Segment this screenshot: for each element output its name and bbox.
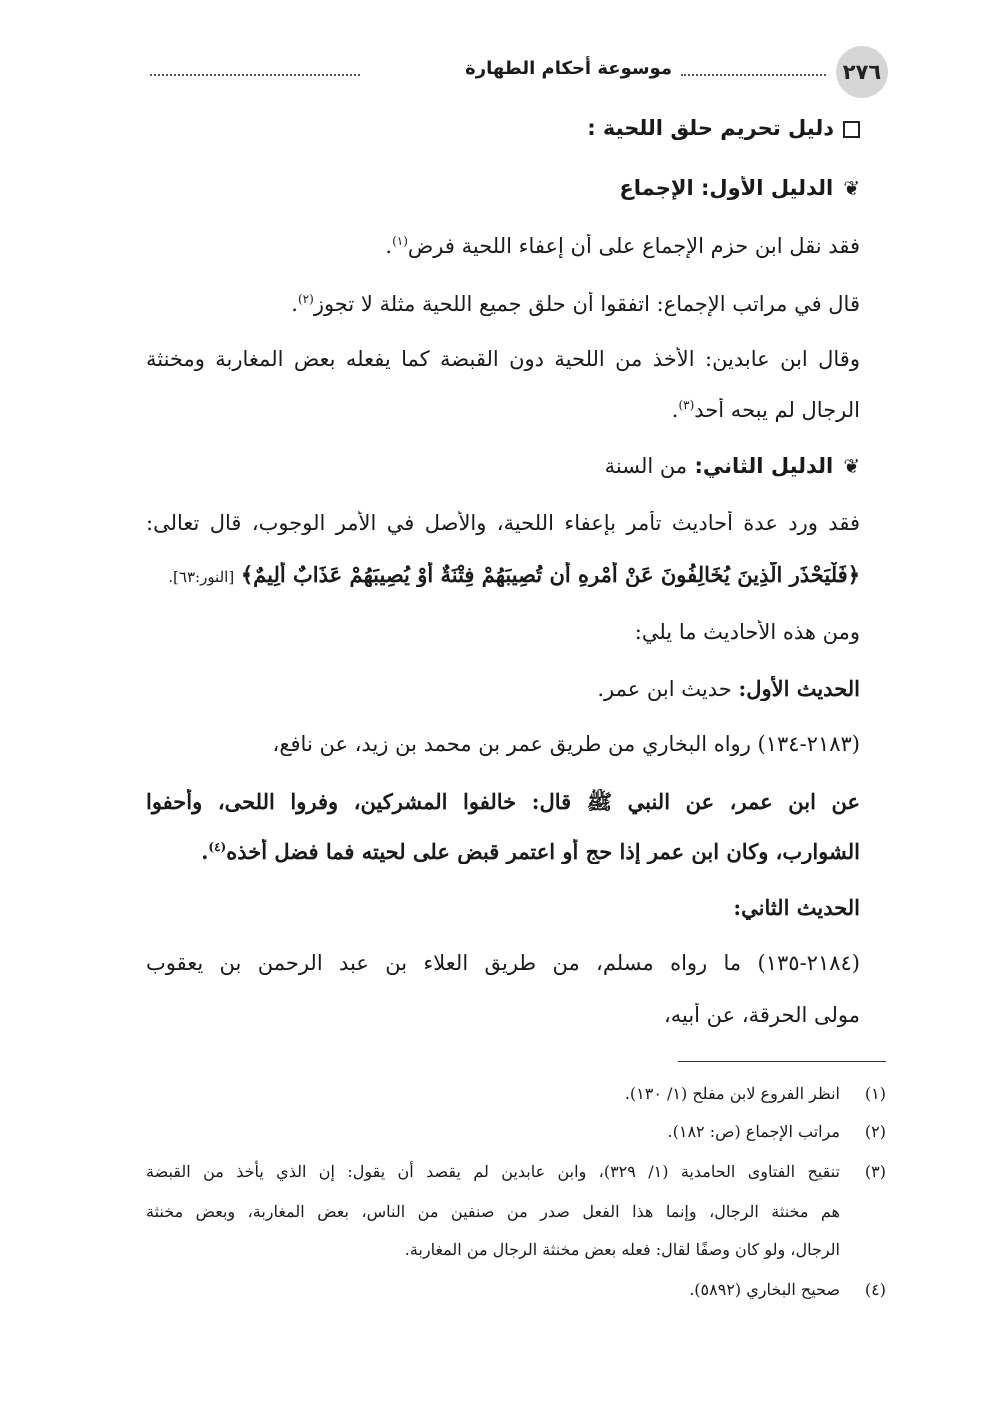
footnote-3-line2: هم مخنثة الرجال، وإنما هذا الفعل صدر من صنفين من الناس، بعض المغاربة، وبعض مخنثة	[146, 1202, 840, 1221]
footnote-3-line3: الرجال، ولو كان وصفًا لقال: فعله بعض مخنثة الرجال من المغاربة.	[404, 1240, 840, 1259]
paragraph-hadiths-intro: فقد ورد عدة أحاديث تأمر بإعفاء اللحية، والأصل في الأمر الوجوب، قال تعالى:	[146, 511, 860, 535]
hadith-two-heading: الحديث الثاني:	[733, 895, 860, 920]
hadith-text-line1: عن ابن عمر، عن النبي ﷺ قال: خالفوا المشركين، وفروا اللحى، وأحفوا	[146, 789, 860, 814]
paragraph-ibn-abidin-line2: الرجال لم يبحه أحد$^{(٣)}$.	[671, 398, 860, 422]
footnote-4: (٤)صحيح البخاري (٥٨٩٢).	[689, 1280, 886, 1299]
paragraph-muslim-chain-line2: مولى الحرقة، عن أبيه،	[663, 1003, 860, 1027]
page-number: ٢٧٦	[836, 46, 888, 98]
section-heading: دليل تحريم حلق اللحية :	[146, 116, 860, 140]
book-title: موسوعة أحكام الطهارة	[465, 58, 672, 79]
footnote-separator	[678, 1061, 886, 1062]
footnote-ref: (١)	[392, 234, 408, 248]
footnote-ref: (٣)	[678, 398, 695, 412]
evidence-one-heading: ❦الدليل الأول: الإجماع	[619, 176, 860, 200]
paragraph-muslim-chain-line1: (٢١٨٤-١٣٥) ما رواه مسلم، من طريق العلاء بن عبد الرحمن بن يعقوب	[146, 951, 860, 975]
hadith-text-line2: الشوارب، وكان ابن عمر إذا حج أو اعتمر قبض على لحيته فما فضل أخذه$^{(٤)}$.	[201, 839, 860, 864]
quran-reference: [النور:٦٣].	[168, 568, 235, 586]
footnote-ref: (٤)	[208, 840, 227, 854]
paragraph-maratib: قال في مراتب الإجماع: اتفقوا أن حلق جميع اللحية مثلة لا تجوز$^{(٢)}$.	[291, 292, 860, 316]
header-dots-right	[681, 74, 826, 76]
page-header	[146, 46, 888, 98]
paragraph-ibn-abidin-line1: وقال ابن عابدين: الأخذ من اللحية دون القبضة كما يفعله بعض المغاربة ومخنثة	[146, 347, 860, 371]
footnote-ref: (٢)	[297, 292, 314, 306]
evidence-two-heading: ❦الدليل الثاني: من السنة	[604, 454, 860, 478]
quran-verse: ﴿فَلْيَحْذَرِ الَّذِينَ يُخَالِفُونَ عَنْ أَمْرِهِ أَن تُصِيبَهُمْ فِتْنَةٌ أَوْ يُصِيبَهُمْ عَذَابٌ أَلِيمٌ﴾	[240, 562, 860, 587]
leaf-bullet-icon: ❦	[843, 454, 860, 478]
footnote-1: (١)انظر الفروع لابن مفلح (١/ ١٣٠).	[624, 1084, 886, 1103]
footnote-3: (٣)تنقيح الفتاوى الحامدية (١/ ٣٢٩)، وابن عابدين لم يقصد أن يقول: إن الذي يأخذ من القبضة	[146, 1162, 886, 1181]
paragraph-these-hadiths: ومن هذه الأحاديث ما يلي:	[634, 620, 860, 644]
paragraph-bukhari-chain: (٢١٨٣-١٣٤) رواه البخاري من طريق عمر بن محمد بن زيد، عن نافع،	[272, 732, 860, 756]
paragraph-ibn-hazm: فقد نقل ابن حزم الإجماع على أن إعفاء اللحية فرض$^{(١)}$.	[385, 234, 860, 258]
header-dots-left	[150, 74, 360, 76]
checkbox-square-icon	[843, 121, 860, 138]
leaf-bullet-icon: ❦	[843, 176, 860, 200]
quran-verse-line	[146, 562, 860, 587]
hadith-one-heading: الحديث الأول: حديث ابن عمر.	[597, 676, 860, 701]
footnote-2: (٢)مراتب الإجماع (ص: ١٨٢).	[667, 1122, 886, 1141]
